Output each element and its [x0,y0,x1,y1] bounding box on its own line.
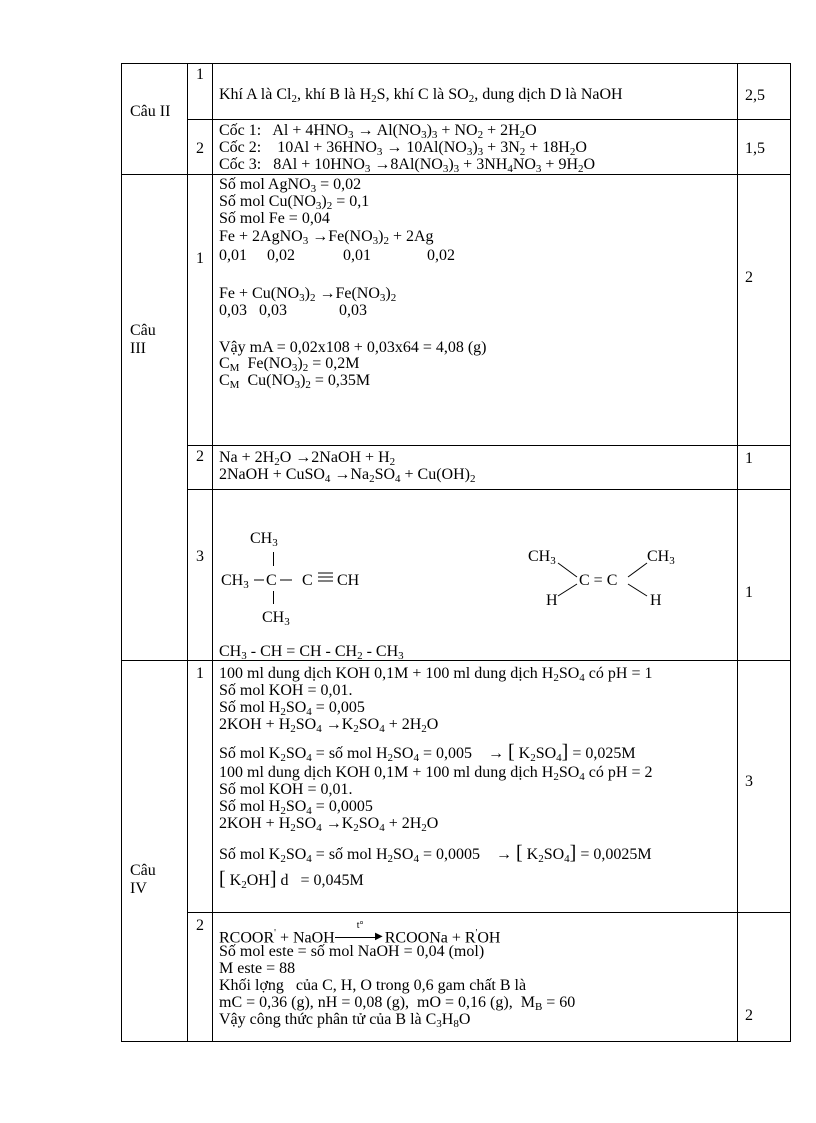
q2-part2-line: Cốc 2: $10Al + 36HNO_3 \to 10Al(NO_3)_3 + 3N_2 + 18H_2O$ [219,139,587,158]
q3-part1-line: Số mol AgNO$_3$ = 0,02 [219,176,362,195]
q4-part1-line: $2KOH + H_2SO_4 \to K_2SO_4 + 2H_2O$ [219,815,439,834]
q4-part1-line: $2KOH + H_2SO_4 \to K_2SO_4 + 2H_2O$ [219,716,439,735]
q2-part1-text: Khí A là $Cl_2$, khí B là $H_2S$, khí C là $SO_2$, dung dịch D là NaOH [219,86,623,105]
q3-part2-line: 2NaOH + CuSO$_4$ $\to Na_2SO_4 + Cu(OH)_2$ [219,466,476,485]
q3-part1-line: $C_M$ $Cu(NO_3)_2 = 0,35M$ [219,372,371,391]
q4-part1-line: Số mol $H_2SO_4 = 0,0005$ [219,798,373,817]
q4-part1-number: 1 [196,665,204,682]
q4-part2-line: mC = 0,36 (g), nH = 0,08 (g), mO = 0,16 (g), $M_B = 60$ [219,994,576,1013]
q4-part1-line: Số mol KOH = 0,01. [219,682,353,699]
s1-left-ch3: $CH_3$ [221,572,249,591]
q4-part2-line: Vậy công thức phân tử của B là $C_3H_8O$ [219,1011,471,1030]
q2-part2-score: 1,5 [745,140,765,157]
q4-part2-score: 2 [745,1007,753,1024]
s2-double-bond: C = C [579,572,618,589]
q2-part2-number: 2 [196,140,204,157]
q3-part1-line: $C_M$ $Fe(NO_3)_2 = 0,2M$ [219,355,360,374]
s3-cell [213,640,737,660]
s2-left-h: H [546,592,558,609]
q3-part3-number: 3 [196,548,204,565]
s1-center-c: C [266,572,277,589]
s1-top-ch3: $CH_3$ [250,530,278,549]
q4-label-line2: IV [130,880,147,897]
q3-part1-line: 0,03 0,03 0,03 [219,302,367,319]
q3-part1-line: Số mol Fe = 0,04 [219,210,330,227]
q4-part1-line: 100 ml dung dịch KOH 0,1M + 100 ml dung dịch $H_2SO_4$ có pH = 2 [219,764,653,783]
s1-bottom-ch3: $CH_3$ [262,609,290,628]
q3-label-line2: III [130,340,146,357]
q4-part1-line: Số mol KOH = 0,01. [219,781,353,798]
q4-part2-reaction: RCOOR' + NaOH t° ▶ RCOONa + R'OH [219,920,501,947]
q3-part1-line: 0,01 0,02 0,01 0,02 [219,247,455,264]
s2-right-h: H [650,592,662,609]
q3-part2-number: 2 [196,448,204,465]
s2-left-ch3: $CH_3$ [528,548,556,567]
q3-label-line1: Câu [130,322,156,339]
q4-part2-line: Khối lợng của C, H, O trong 0,6 gam chất B là [219,977,527,994]
s1-alkyne-c: C [302,572,313,589]
q3-part1-line: Fe + 2AgNO$_3$ $\to Fe(NO_3)_2 + 2Ag$ [219,228,434,247]
q3-part1-line: Vậy mA = 0,02x108 + 0,03x64 = 4,08 (g) [219,339,487,356]
s2-right-ch3: $CH_3$ [647,548,675,567]
q2-part1-score: 2,5 [745,87,765,104]
q4-label-line1: Câu [130,862,156,879]
q3-part1-line: Số mol $Cu(NO_3)_2 = 0,1$ [219,193,370,212]
q3-part3-score: 1 [745,584,753,601]
q4-part1-line: [ $K_2OH$] d = 0,045M [219,868,364,891]
q4-part2-line: M este = 88 [219,960,296,977]
q4-part1-line: Số mol $K_2SO_4$ = số mol $H_2SO_4 = 0,005$ → [ $K_2SO_4] = 0,025M$ [219,741,636,764]
s3-formula: $CH_3$ - CH = CH - $CH_2 - CH_3$ [219,643,404,660]
q4-part2-number: 2 [196,917,204,934]
q2-label: Câu II [130,103,171,120]
q3-part2-score: 1 [745,450,753,467]
q3-part1-line: $Fe + Cu(NO_3)_2 \to Fe(NO_3)_2$ [219,285,397,304]
q4-part1-line: Số mol $K_2SO_4$ = số mol $H_2SO_4 = 0,0005$ → [ $K_2SO_4] = 0,0025M$ [219,842,652,865]
q2-part1-number: 1 [196,66,204,83]
q2-part2-line: Cốc 3: $8Al + 10HNO_3 \to 8Al(NO_3)_3 + 3NH_4NO_3 + 9H_2O$ [219,156,596,174]
q3-part1-number: 1 [196,250,204,267]
q3-part1-score: 2 [745,269,753,286]
q4-part2-line: Số mol este = số mol NaOH = 0,04 (mol) [219,943,485,960]
q4-part1-line: Số mol $H_2SO_4 = 0,005$ [219,699,365,718]
q2-part2-line: Cốc 1: $Al + 4HNO_3 \to Al(NO_3)_3 + NO_2 + 2H_2O$ [219,122,537,141]
q4-part1-score: 3 [745,773,753,790]
s1-alkyne-ch: CH [337,572,360,589]
q4-part1-line: 100 ml dung dịch KOH 0,1M + 100 ml dung dịch $H_2SO_4$ có pH = 1 [219,665,653,684]
q3-part2-line: $Na + 2H_2O$ →2NaOH + $H_2$ [219,449,396,468]
